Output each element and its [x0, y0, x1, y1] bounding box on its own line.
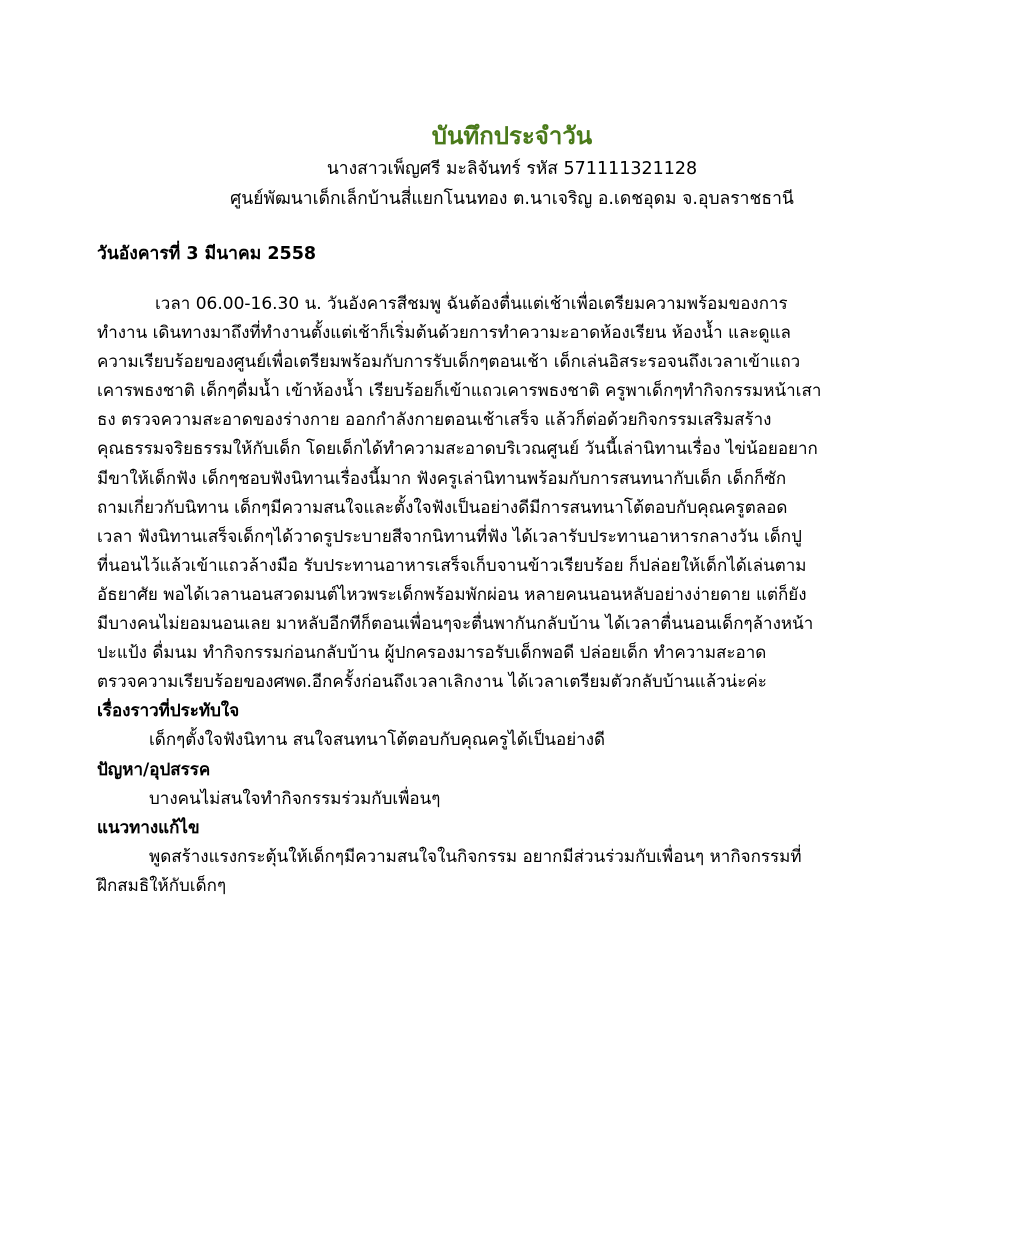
solution-text: ฝึกสมธิให้กับเด็กๆ [97, 875, 227, 896]
paragraph-line: ทำงาน เดินทางมาถึงที่ทำงานตั้งแต่เช้าก็เริ่มต้นด้วยการทำความะอาดห้องเรียน ห้องน้ำ และดูแล [97, 323, 791, 344]
paragraph-line: ธง ตรวจความสะอาดของร่างกาย ออกกำลังกายตอนเช้าเสร็จ แล้วก็ต่อด้วยกิจกรรมเสริมสร้าง [97, 410, 772, 431]
paragraph-line: มีขาให้เด็กฟัง เด็กๆชอบฟังนิทานเรื่องนี้มาก ฟังครูเล่านิทานพร้อมกับการสนทนากับเด็ก เด็กก็ซัก [97, 468, 787, 489]
solution-text: พูดสร้างแรงกระตุ้นให้เด็กๆมีความสนใจในกิจกรรม อยากมีส่วนร่วมกับเพื่อนๆ หากิจกรรมที่ [149, 846, 802, 867]
problem-text: บางคนไม่สนใจทำกิจกรรมร่วมกับเพื่อนๆ [149, 788, 441, 809]
paragraph-line: ตรวจความเรียบร้อยของศพด.อีกครั้งก่อนถึงเวลาเลิกงาน ได้เวลาเตรียมตัวกลับบ้านแล้วน่ะค่ะ [97, 672, 767, 693]
paragraph-line: เวลา 06.00-16.30 น. วันอังคารสีชมพู ฉันต้องตื่นแต่เช้าเพื่อเตรียมความพร้อมของการ [155, 294, 788, 314]
solution-heading: แนวทางแก้ไข [97, 817, 200, 838]
document-header [0, 118, 1024, 214]
solution-section [97, 814, 937, 901]
paragraph-line: อัธยาศัย พอได้เวลานอนสวดมนต์ไหวพระเด็กพร้อมพักผ่อน หลายคนนอนหลับอย่างง่ายดาย แต่ก็ยัง [97, 584, 807, 605]
paragraph-line: ปะแป้ง ดื่มนม ทำกิจกรรมก่อนกลับบ้าน ผู้ปกครองมารอรับเด็กพอดี ปล่อยเด็ก ทำความสะอาด [97, 643, 767, 664]
paragraph-line: ที่นอนไว้แล้วเข้าแถวล้างมือ รับประทานอาหารเสร็จเก็บจานข้าวเรียบร้อย ก็ปล่อยให้เด็กได้เล่นตาม [97, 555, 807, 576]
paragraph-line: ความเรียบร้อยของศูนย์เพื่อเตรียมพร้อมกับการรับเด็กๆตอนเช้า เด็กเล่นอิสระรอจนถึงเวลาเข้าแถว [97, 352, 801, 373]
problem-heading: ปัญหา/อุปสรรค [97, 759, 211, 780]
impression-heading: เรื่องราวที่ประทับใจ [97, 701, 240, 722]
paragraph-line: มีบางคนไม่ยอมนอนเลย มาหลับอีกทีก็ตอนเพื่อนๆจะตื่นพากันกลับบ้าน ได้เวลาตื่นนอนเด็กๆล้างหน้า [97, 614, 814, 635]
impression-section [97, 697, 937, 755]
author-line: นางสาวเพ็ญศรี มะลิจันทร์ รหัส 571111321128 [326, 159, 698, 179]
paragraph-line: ถามเกี่ยวกับนิทาน เด็กๆมีความสนใจและตั้งใจฟังเป็นอย่างดีมีการสนทนาโต้ตอบกับคุณครูตลอด [97, 497, 788, 518]
paragraph-line: คุณธรรมจริยธรรมให้กับเด็ก โดยเด็กได้ทำความสะอาดบริเวณศูนย์ วันนี้เล่านิทานเรื่อง ไข่น้อยอยาก [97, 439, 818, 460]
impression-text: เด็กๆตั้งใจฟังนิทาน สนใจสนทนาโต้ตอบกับคุณครูได้เป็นอย่างดี [149, 730, 606, 751]
date-heading: วันอังคารที่ 3 มีนาคม 2558 [97, 244, 317, 264]
diary-paragraph [97, 290, 937, 697]
paragraph-line: เวลา ฟังนิทานเสร็จเด็กๆได้วาดรูประบายสีจากนิทานที่ฟัง ได้เวลารับประทานอาหารกลางวัน เด็กปู [97, 526, 802, 547]
document-title: บันทึกประจำวัน [431, 122, 593, 150]
location-line: ศูนย์พัฒนาเด็กเล็กบ้านสี่แยกโนนทอง ต.นาเจริญ อ.เดชอุดม จ.อุบลราชธานี [230, 189, 794, 209]
paragraph-line: เคารพธงชาติ เด็กๆดื่มน้ำ เข้าห้องน้ำ เรียบร้อยก็เข้าแถวเคารพธงชาติ ครูพาเด็กๆทำกิจกรรมหน้าเสา [97, 381, 822, 402]
document-body [97, 290, 937, 901]
problem-section [97, 756, 937, 814]
